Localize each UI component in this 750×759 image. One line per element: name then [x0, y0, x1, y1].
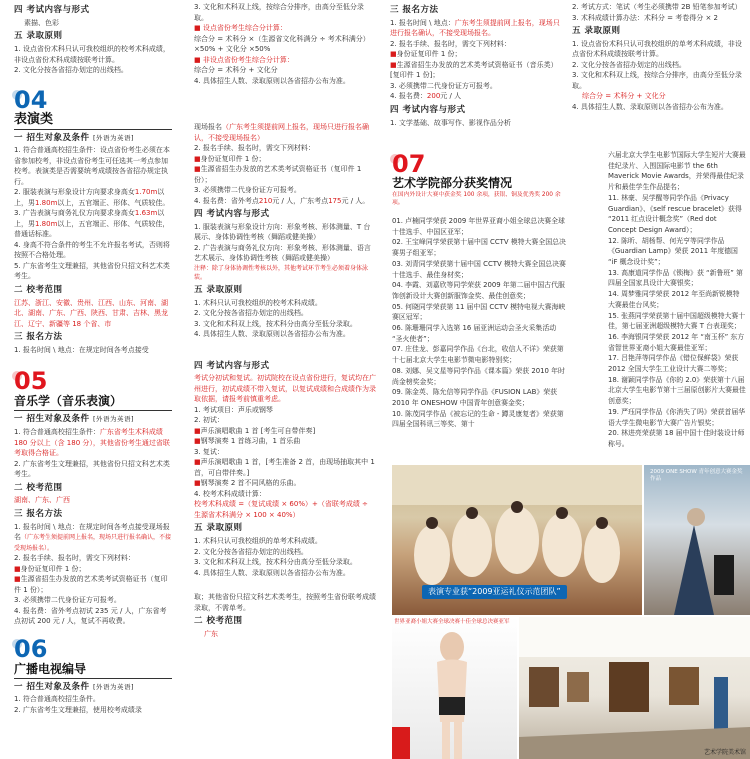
- text: 素描、色彩: [24, 18, 59, 27]
- column-middle: [192, 0, 382, 759]
- photo-gallery: [519, 617, 750, 759]
- award-item: 10. 陈茂同学作品《被忘记的生命 - 蹲灵康复者》荣获第四届全国科讯三等奖、第十: [392, 409, 564, 429]
- bullet: ■声乐演唱歌曲 1 首 [考生可自带伴奏]: [194, 426, 316, 435]
- text: 3. 文化和术科双上线，按综合分排序，由高分至低分录取。: [572, 71, 742, 90]
- bullet: ■生源省招生办发放的艺术类考试资格证书（复印件 1 份）；: [14, 575, 168, 594]
- number-04: 04: [14, 85, 48, 114]
- award-item: 07. 庄佳龙、彭嘉同学作品《台北，收信人不详》荣获第十七届北京大学生电影节微电影特别奖；: [392, 345, 564, 365]
- award-item: 01. 卢楠同学荣获 2009 年世界亚裔小姐全球总决赛全球十佳选手、中国区亚军；: [392, 217, 565, 236]
- text: 2. 服装表演与形象设计方向要求身高女1.70m以上，男1.80m以上，五官端正、形体、气质较佳。: [14, 188, 170, 207]
- award-item: 六届北京大学生电影节国际大学生短片大赛最佳纪录片、入围国际电影节 the 6th Maverick Movie Awards，并荣得最佳纪录片和最佳学生作品提名；: [608, 151, 746, 192]
- text: 1. 报名时间 \ 地点：在规定时间各考点接受现场报名（广东考生须提前网上报名，现场只进行报名确认，不接受现场报名）。: [14, 522, 172, 552]
- category-title: 音乐学（音乐表演）: [14, 394, 123, 409]
- model-figure: [392, 617, 517, 759]
- photo-oneshow: [644, 465, 750, 615]
- category-number-07: [392, 150, 562, 207]
- award-item: 18. 谢颖同学作品《你的 2.0》荣获第十八届北京大学生电影节第十三届原创影片大赛最佳创意奖；: [608, 375, 746, 406]
- text: 综合分 = 术科分 ×（生源省文化科满分 ÷ 考术科满分）×50% + 文化分 ×50%: [194, 34, 370, 53]
- award-item: 02. 王宝峰同学荣获第十届中国 CCTV 模特大赛全国总决赛男子组亚军；: [392, 238, 566, 258]
- award-item: 16. 李海银同学荣获 2012 年 “南玉杯” 东方省智世界亚裔小姐大赛最佳亚军；: [608, 332, 745, 352]
- category-title: 广播电视编导: [14, 661, 87, 676]
- text: 3. 复试：: [194, 447, 224, 456]
- text: ■ 非设点省份考生综合分计算：: [194, 55, 294, 64]
- award-item: 11. 林豪、吴学醒等同学作品《Privacy Guardian》、《self rescue bracelet》获得 “2011 红点设计概念奖”（Red dot Concept Design Award）；: [608, 193, 742, 234]
- text: 2. 文化分按各省招办划定的出线档。: [194, 309, 308, 317]
- bullet: ■身份证复印件 1 份；: [390, 50, 462, 59]
- caption: 表演专业获“2009亚运礼仪示范团队”: [422, 585, 567, 599]
- text: 2. 广东省考生文理兼招，使用校考成绩录: [14, 705, 142, 714]
- text: 1. 考试项目：声乐或钢琴: [194, 405, 273, 414]
- text: 3. 文化和术科双上线，按术科分由高分至低分录取。: [194, 319, 357, 328]
- text: 考试分初试和复试。初试院校在设点省份进行，复试均在广州进行，初试成绩不带入复试，以复试成绩和合成绩作为录取依据，请报考前慎重考虑。: [194, 374, 376, 404]
- text: 4. 报名费：200元 / 人: [390, 92, 462, 101]
- gallery-interior: [519, 617, 750, 759]
- text: 2. 广东省考生文理兼招，其他省份只招文科艺术类考生。: [14, 459, 170, 478]
- text: 4. 校考术科成绩计算：: [194, 489, 266, 498]
- section-heading: 一 招生对象及条件 [外语为英语]: [14, 681, 135, 692]
- category-title: 艺术学院部分获奖情况: [392, 176, 513, 190]
- text: 4. 具体招生人数、录取原则以各省招办公布为准。: [194, 568, 350, 577]
- oneshow-figure: [644, 465, 750, 615]
- number-06: 06: [14, 634, 48, 663]
- award-item: 20. 林进亮荣获第 18 届中国十佳时装设计师称号。: [608, 429, 745, 448]
- subtitle: 在国内外设计大赛中获金奖 100 余项，获银、铜及优秀奖 200 余项。: [392, 192, 561, 207]
- award-item: 17. 吕艳萍等同学作品《错位保鲜袋》荣获 2012 全国大学生工业设计大赛二等奖；: [608, 354, 739, 374]
- text: 4. 报名费：省外考点初试 235 元 / 人，广东省考点初试 200 元 / 人，复试不再收费。: [14, 606, 167, 625]
- block-admission: [572, 2, 744, 112]
- text: 3. 文化和术科双上线，按综合分排序，由高分至低分录取。: [194, 3, 364, 22]
- divider: [14, 410, 172, 411]
- text: 2. 文化分按各省招办划定的出线档。: [194, 547, 308, 556]
- text: 1. 符合普通高校招生条件：设点省份考生必须在本省参加校考，非设点省份考生可任选其一考点参加校考。表演类是否需要统考成绩按各省招办规定执行。: [14, 146, 170, 186]
- text: 综合分 = 术科分 + 文化分: [194, 66, 278, 74]
- note: 注释：除了身体协调性考核以外，其他考试环节考生必须着身体泳装。: [194, 264, 369, 281]
- text: 5. 广东省考生文理兼招，其他省份只招文科艺术类考生。: [14, 261, 170, 281]
- text: 1. 报名时间 \ 地点：广东考生须提前网上报名，现场只进行报名确认，不接受现场报名。: [390, 18, 560, 38]
- text: 现场报名（广东考生须提前网上报名，现场只进行报名确认，不接受现场报名）: [194, 123, 369, 142]
- text: 3. 必须携带二代身份证方可报考。: [194, 186, 301, 194]
- text: 1. 设点省份术科只认可我校组织的单考术科成绩，非设点省份术科成绩按联考计算。: [572, 39, 742, 59]
- text: 1. 设点省份术科只认可我校组织的校考术科成绩，非设点省份术科成绩按联考计算。: [14, 45, 170, 64]
- column-right: [390, 0, 750, 460]
- section-heading: 五 录取原则: [572, 26, 621, 36]
- bullet: ■身份证复印件 1 份；: [194, 154, 266, 163]
- text: 4. 具体招生人数、录取原则以各省招办公布为准。: [194, 330, 350, 338]
- text: 广东: [204, 629, 218, 638]
- awards-list-1: [392, 216, 567, 430]
- award-item: 03. 刘青同学荣获第十届中国 CCTV 模特大赛全国总决赛十佳选手、最佳身材奖；: [392, 259, 566, 279]
- section-heading: 一 招生对象及条件 [外语为英语]: [14, 414, 135, 425]
- text: 校考术科成绩 =（复试成绩 × 60%）+（省联考成绩 ÷ 生源省术科满分 × 100 × 40%）: [194, 500, 368, 519]
- bullet: ■身份证复印件 1 份；: [14, 564, 86, 573]
- text: 2. 文化分按各省招办划定的出线档。: [572, 60, 686, 69]
- section-heading: 四 考试内容与形式: [14, 5, 90, 15]
- text: 1. 文学基础、故事写作、影视作品分析: [390, 118, 511, 127]
- section-heading: 二 校考范围: [14, 482, 63, 493]
- text: 1. 术科只认可我校组织的校考术科成绩。: [194, 298, 322, 307]
- text: 4. 具体招生人数、录取原则以各省招办公布为准。: [572, 102, 728, 111]
- section-heading: 三 报名方法: [14, 332, 63, 342]
- divider: [14, 129, 172, 130]
- award-item: 19. 严珏同学作品《你消失了吗》荣获首届华语大学生微电影节大赛广告片银奖；: [608, 407, 746, 427]
- photo-performance-team: [392, 465, 642, 615]
- text: 1. 报名时间 \ 地点：在规定时间各考点接受: [14, 345, 149, 354]
- text: 1. 服装表演与形象设计方向：形象考核、形体测量、T 台展示、身体协调性考核（舞蹈或健美操）: [194, 222, 371, 242]
- text: 3. 必须携带二代身份证方可报考。: [390, 81, 497, 90]
- number-07: 07: [392, 150, 426, 178]
- caption: 艺术学院美术馆: [703, 749, 746, 756]
- section-heading: 二 校考范围: [194, 616, 243, 626]
- award-item: 12. 陈昕、胡杨帮、何光亨等同学作品《Guardian Lamp》荣获 2011 年度德国 “iF 概念设计奖”；: [608, 236, 738, 267]
- award-item: 09. 陈金英、陈允信等同学作品《FUSION LAB》荣获 2010 年 ONESHOW 中国青年创意赛金奖；: [392, 388, 558, 407]
- award-item: 05. 何晓同学荣获第 11 届中国 CCTV 模特电视大赛海峡赛区冠军；: [392, 302, 566, 322]
- section-heading: 四 考试内容与形式: [390, 104, 466, 115]
- column-left: [0, 0, 180, 759]
- text: 2. 文化分按各省招办划定的出线档。: [14, 66, 128, 74]
- category-number-04: [14, 86, 172, 112]
- block-signup: [390, 2, 565, 128]
- text: ■ 设点省份考生综合分计算：: [194, 24, 287, 32]
- caption: 2009 ONE SHOW 青年创意大赛金奖作品: [650, 469, 743, 483]
- caption: 世界亚裔小姐大赛全球决赛十佳全球总决赛亚军: [394, 619, 510, 625]
- text: 湖南、广东、广西: [14, 496, 70, 505]
- text: 1. 符合普通高校招生条件。: [14, 695, 100, 704]
- section-heading: 二 校考范围: [14, 284, 63, 295]
- text: 4. 具体招生人数、录取原则以各省招办公布为准。: [194, 76, 350, 85]
- award-item: 15. 张燕同学荣获第十届中国超级模特大赛十佳，第七届亚洲超级模特大赛 T 台表现奖；: [608, 311, 746, 331]
- section-heading: 五 录取原则: [194, 284, 243, 295]
- award-item: 04. 李霞、刘嘉欣等同学荣获 2009 年第二届中国古代服饰创新设计大赛创新服饰金奖、最佳创意奖；: [392, 281, 565, 300]
- text: 3. 文化和术科双上线，按术科分由高分至低分录取。: [194, 558, 357, 566]
- awards-list-2: [608, 150, 746, 450]
- section-heading: 四 考试内容与形式: [194, 360, 270, 371]
- section-heading: 一 招生对象及条件 [外语为英语]: [14, 132, 135, 143]
- bullet: ■生源省招生办发放的艺术类考试资格证书（复印件 1 份）；: [194, 165, 362, 184]
- award-item: 08. 刘娜、吴文星等同学作品《课本篇》荣获 2010 年时尚金榜奖金奖；: [392, 366, 565, 386]
- award-item: 14. 周梦雅同学荣获 2012 年至尚新锐模特大赛最佳台风奖；: [608, 290, 740, 309]
- text: 2. 报名手续、报名时，需交下列材料：: [390, 39, 511, 48]
- category-number-05: [14, 367, 172, 396]
- text: 综合分 = 术科分 + 文化分: [582, 92, 666, 101]
- text: 1. 术科只认可我校组织的单考术科成绩。: [194, 537, 322, 545]
- text: 2. 广告表演与商务礼仪方向：形象考核、形体测量、语言艺术展示、身体协调性考核（舞蹈或健美操）: [194, 243, 371, 263]
- section-heading: 四 考试内容与形式: [194, 209, 270, 219]
- divider: [14, 678, 172, 679]
- text: 2. 报名手续、报名时，需交下列材料：: [194, 144, 315, 152]
- bullet: ■钢琴演奏 2 首不同风格的乐曲。: [194, 479, 301, 488]
- award-item: 06. 陈珊珊同学入选第 16 届亚洲运动会圣火采集活动 “圣火使者”；: [392, 324, 557, 343]
- text: 3. 广告表演与商务礼仪方向要求身高女1.63m以上，男1.80m以上，五官端正、形体、气质较佳，普通话标准。: [14, 209, 170, 239]
- section-heading: 五 录取原则: [14, 31, 63, 42]
- text: 2. 初试：: [194, 416, 224, 425]
- section-heading: 三 报名方法: [390, 5, 439, 15]
- category-title: 表演类: [14, 111, 54, 127]
- bullet: ■声乐演唱歌曲 1 首，[考生准备 2 首，由现场抽取其中 1 首，可自带伴奏。]: [194, 458, 375, 477]
- section-heading: 五 录取原则: [194, 523, 243, 534]
- text: 1. 符合普通高校招生条件：广东省考生术科成绩 180 分以上（含 180 分），其他省份考生通过省联考取得合格证。: [14, 428, 170, 457]
- text: 取；其他省份只招文科艺术类考生，按照考生省份联考成绩录取，不需单考。: [194, 593, 376, 612]
- text: 3. 必须携带二代身份证方可报考。: [14, 596, 121, 604]
- bullet: ■生源省招生办发放的艺术类考试资格证书（音乐类）[复印件 1 份]；: [390, 60, 558, 80]
- text: 3. 术科成绩计算办法：术科分 = 考卷得分 × 2: [572, 13, 718, 22]
- bullet: ■钢琴演奏 1 首练习曲，1 首乐曲: [194, 437, 301, 446]
- section-heading: 三 报名方法: [14, 508, 63, 519]
- photo-model: [392, 617, 517, 759]
- text: 4. 报名费：省外考点210元 / 人，广东考点175元 / 人。: [194, 196, 370, 205]
- category-number-06: [14, 635, 172, 661]
- text: 江苏、浙江、安徽、贵州、江西、山东、河南、湖北、湖南、广东、广西、陕西、甘肃、吉林、黑龙江、辽宁、新疆等 18 个省、市: [14, 298, 168, 328]
- text: 2. 报名手续、报名时，需交下列材料：: [14, 554, 135, 562]
- text: 2. 考试方式：笔试（考生必须携带 2B 铅笔参加考试）: [572, 3, 742, 11]
- award-item: 13. 高康道同学作品《锁梅》获 “新鲁班” 第四届全国家具设计大赛银奖；: [608, 268, 743, 288]
- number-05: 05: [14, 367, 48, 396]
- text: 4. 身高不符合条件的考生不允许报名考试，否则将按照不合格处理。: [14, 240, 170, 260]
